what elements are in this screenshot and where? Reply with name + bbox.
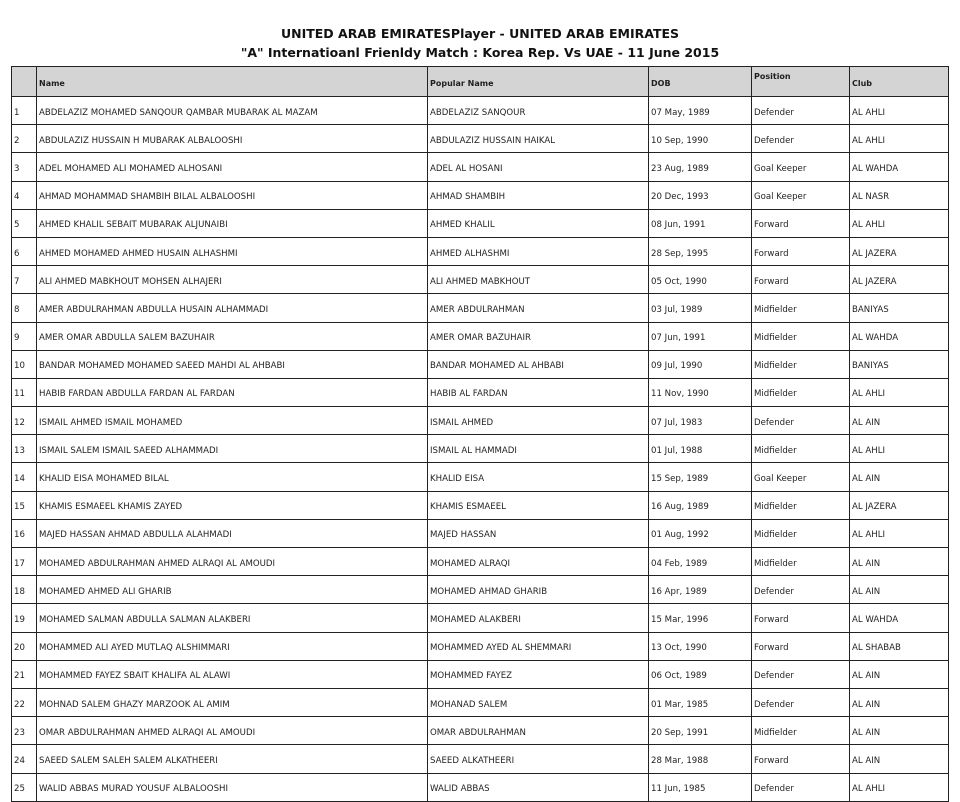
cell-name: MOHAMMED FAYEZ SBAIT KHALIFA AL ALAWI [37,660,428,688]
table-header-row [12,67,949,97]
cell-dob: 13 Oct, 1990 [649,632,752,660]
cell-popular-name: SAEED ALKATHEERI [428,745,649,773]
cell-dob: 06 Oct, 1989 [649,660,752,688]
table-row [12,773,949,801]
cell-popular-name: ALI AHMED MABKHOUT [428,266,649,294]
cell-dob: 07 May, 1989 [649,97,752,125]
header-club: Club [850,67,949,97]
cell-position: Midfielder [752,350,850,378]
cell-club: AL AIN [850,717,949,745]
cell-dob: 07 Jul, 1983 [649,407,752,435]
cell-name: AHMED MOHAMED AHMED HUSAIN ALHASHMI [37,237,428,265]
cell-name: ISMAIL AHMED ISMAIL MOHAMED [37,407,428,435]
cell-dob: 05 Oct, 1990 [649,266,752,294]
cell-position: Midfielder [752,378,850,406]
cell-club: AL AIN [850,463,949,491]
cell-position: Defender [752,773,850,801]
cell-number: 20 [12,632,37,660]
cell-popular-name: ISMAIL AHMED [428,407,649,435]
cell-number: 24 [12,745,37,773]
cell-name: OMAR ABDULRAHMAN AHMED ALRAQI AL AMOUDI [37,717,428,745]
cell-club: AL AHLI [850,97,949,125]
cell-popular-name: MOHAMED AHMAD GHARIB [428,576,649,604]
table-row [12,294,949,322]
cell-number: 3 [12,153,37,181]
cell-name: ISMAIL SALEM ISMAIL SAEED ALHAMMADI [37,435,428,463]
cell-name: AMER ABDULRAHMAN ABDULLA HUSAIN ALHAMMADI [37,294,428,322]
cell-dob: 20 Sep, 1991 [649,717,752,745]
cell-dob: 23 Aug, 1989 [649,153,752,181]
cell-popular-name: ABDULAZIZ HUSSAIN HAIKAL [428,125,649,153]
cell-position: Midfielder [752,294,850,322]
cell-club: AL WAHDA [850,604,949,632]
cell-name: WALID ABBAS MURAD YOUSUF ALBALOOSHI [37,773,428,801]
cell-number: 17 [12,548,37,576]
table-row [12,350,949,378]
cell-popular-name: HABIB AL FARDAN [428,378,649,406]
header-name: Name [37,67,428,97]
cell-dob: 08 Jun, 1991 [649,209,752,237]
cell-dob: 09 Jul, 1990 [649,350,752,378]
cell-name: HABIB FARDAN ABDULLA FARDAN AL FARDAN [37,378,428,406]
table-row [12,125,949,153]
cell-position: Defender [752,97,850,125]
cell-name: AHMED KHALIL SEBAIT MUBARAK ALJUNAIBI [37,209,428,237]
cell-name: MAJED HASSAN AHMAD ABDULLA ALAHMADI [37,519,428,547]
cell-position: Midfielder [752,519,850,547]
cell-club: AL AHLI [850,378,949,406]
cell-number: 11 [12,378,37,406]
cell-club: BANIYAS [850,294,949,322]
table-row [12,745,949,773]
cell-name: ADEL MOHAMED ALI MOHAMED ALHOSANI [37,153,428,181]
table-row [12,688,949,716]
cell-dob: 15 Sep, 1989 [649,463,752,491]
table-row [12,153,949,181]
table-row [12,548,949,576]
cell-dob: 28 Mar, 1988 [649,745,752,773]
header-dob: DOB [649,67,752,97]
cell-position: Defender [752,407,850,435]
cell-club: AL AHLI [850,519,949,547]
cell-popular-name: AHMAD SHAMBIH [428,181,649,209]
player-roster-table [11,66,949,802]
cell-number: 10 [12,350,37,378]
cell-position: Forward [752,209,850,237]
cell-number: 23 [12,717,37,745]
header-popular-name: Popular Name [428,67,649,97]
cell-name: SAEED SALEM SALEH SALEM ALKATHEERI [37,745,428,773]
title-line-1: UNITED ARAB EMIRATESPlayer - UNITED ARAB EMIRATES [280,26,680,41]
cell-popular-name: AMER OMAR BAZUHAIR [428,322,649,350]
document-title [0,24,960,62]
cell-dob: 07 Jun, 1991 [649,322,752,350]
cell-number: 13 [12,435,37,463]
cell-position: Defender [752,660,850,688]
table-row [12,519,949,547]
cell-dob: 04 Feb, 1989 [649,548,752,576]
cell-position: Goal Keeper [752,153,850,181]
cell-dob: 28 Sep, 1995 [649,237,752,265]
cell-position: Goal Keeper [752,463,850,491]
cell-popular-name: AHMED KHALIL [428,209,649,237]
table-row [12,717,949,745]
cell-club: AL JAZERA [850,266,949,294]
cell-number: 22 [12,688,37,716]
cell-name: BANDAR MOHAMED MOHAMED SAEED MAHDI AL AHBABI [37,350,428,378]
cell-dob: 03 Jul, 1989 [649,294,752,322]
cell-name: MOHAMED ABDULRAHMAN AHMED ALRAQI AL AMOUDI [37,548,428,576]
cell-club: AL AIN [850,660,949,688]
table-row [12,237,949,265]
cell-number: 6 [12,237,37,265]
cell-popular-name: AHMED ALHASHMI [428,237,649,265]
cell-club: AL AIN [850,576,949,604]
cell-popular-name: ABDELAZIZ SANQOUR [428,97,649,125]
table-row [12,660,949,688]
cell-dob: 20 Dec, 1993 [649,181,752,209]
cell-name: KHALID EISA MOHAMED BILAL [37,463,428,491]
cell-number: 8 [12,294,37,322]
cell-number: 5 [12,209,37,237]
cell-position: Goal Keeper [752,181,850,209]
cell-club: AL AHLI [850,125,949,153]
cell-club: AL WAHDA [850,322,949,350]
header-position: Position [752,67,850,97]
cell-club: AL SHABAB [850,632,949,660]
cell-club: AL JAZERA [850,237,949,265]
cell-dob: 15 Mar, 1996 [649,604,752,632]
cell-popular-name: MOHANAD SALEM [428,688,649,716]
cell-position: Defender [752,125,850,153]
cell-club: AL NASR [850,181,949,209]
cell-name: AHMAD MOHAMMAD SHAMBIH BILAL ALBALOOSHI [37,181,428,209]
cell-position: Forward [752,237,850,265]
cell-popular-name: BANDAR MOHAMED AL AHBABI [428,350,649,378]
cell-position: Forward [752,632,850,660]
cell-number: 15 [12,491,37,519]
cell-position: Midfielder [752,322,850,350]
cell-number: 21 [12,660,37,688]
cell-club: AL AIN [850,548,949,576]
cell-position: Midfielder [752,435,850,463]
cell-number: 4 [12,181,37,209]
cell-number: 19 [12,604,37,632]
table-body [12,97,949,802]
cell-dob: 10 Sep, 1990 [649,125,752,153]
cell-popular-name: MOHAMMED FAYEZ [428,660,649,688]
cell-popular-name: MOHAMED ALRAQI [428,548,649,576]
cell-popular-name: ADEL AL HOSANI [428,153,649,181]
cell-popular-name: KHAMIS ESMAEEL [428,491,649,519]
cell-number: 7 [12,266,37,294]
cell-name: AMER OMAR ABDULLA SALEM BAZUHAIR [37,322,428,350]
table-row [12,209,949,237]
cell-dob: 01 Mar, 1985 [649,688,752,716]
cell-number: 1 [12,97,37,125]
cell-popular-name: KHALID EISA [428,463,649,491]
cell-position: Forward [752,266,850,294]
cell-number: 14 [12,463,37,491]
cell-club: AL AHLI [850,209,949,237]
cell-number: 2 [12,125,37,153]
cell-club: AL AIN [850,688,949,716]
cell-name: KHAMIS ESMAEEL KHAMIS ZAYED [37,491,428,519]
cell-name: ABDULAZIZ HUSSAIN H MUBARAK ALBALOOSHI [37,125,428,153]
cell-number: 25 [12,773,37,801]
cell-club: AL WAHDA [850,153,949,181]
cell-position: Midfielder [752,548,850,576]
cell-club: AL AHLI [850,773,949,801]
cell-name: MOHAMED AHMED ALI GHARIB [37,576,428,604]
cell-popular-name: ISMAIL AL HAMMADI [428,435,649,463]
table-row [12,604,949,632]
cell-dob: 11 Nov, 1990 [649,378,752,406]
table-row [12,378,949,406]
cell-name: ALI AHMED MABKHOUT MOHSEN ALHAJERI [37,266,428,294]
cell-number: 16 [12,519,37,547]
cell-number: 9 [12,322,37,350]
table-row [12,181,949,209]
cell-popular-name: MOHAMED ALAKBERI [428,604,649,632]
cell-popular-name: MAJED HASSAN [428,519,649,547]
cell-dob: 11 Jun, 1985 [649,773,752,801]
cell-name: ABDELAZIZ MOHAMED SANQOUR QAMBAR MUBARAK AL MAZAM [37,97,428,125]
cell-name: MOHAMED SALMAN ABDULLA SALMAN ALAKBERI [37,604,428,632]
table-row [12,322,949,350]
cell-dob: 01 Aug, 1992 [649,519,752,547]
table-row [12,576,949,604]
table-row [12,435,949,463]
cell-popular-name: WALID ABBAS [428,773,649,801]
cell-club: AL AHLI [850,435,949,463]
cell-name: MOHNAD SALEM GHAZY MARZOOK AL AMIM [37,688,428,716]
cell-dob: 16 Aug, 1989 [649,491,752,519]
cell-popular-name: MOHAMMED AYED AL SHEMMARI [428,632,649,660]
cell-dob: 16 Apr, 1989 [649,576,752,604]
table-row [12,463,949,491]
cell-position: Defender [752,688,850,716]
cell-name: MOHAMMED ALI AYED MUTLAQ ALSHIMMARI [37,632,428,660]
title-line-2: "A" Internatioanl Frienldy Match : Korea Rep. Vs UAE - 11 June 2015 [240,45,720,60]
cell-position: Forward [752,745,850,773]
cell-position: Defender [752,576,850,604]
table-row [12,407,949,435]
cell-club: AL AIN [850,745,949,773]
cell-club: BANIYAS [850,350,949,378]
cell-club: AL JAZERA [850,491,949,519]
cell-number: 18 [12,576,37,604]
cell-position: Forward [752,604,850,632]
cell-position: Midfielder [752,717,850,745]
cell-number: 12 [12,407,37,435]
cell-dob: 01 Jul, 1988 [649,435,752,463]
cell-popular-name: OMAR ABDULRAHMAN [428,717,649,745]
table-row [12,491,949,519]
cell-position: Midfielder [752,491,850,519]
header-number [12,67,37,97]
table-row [12,97,949,125]
cell-club: AL AIN [850,407,949,435]
cell-popular-name: AMER ABDULRAHMAN [428,294,649,322]
table-row [12,632,949,660]
table-row [12,266,949,294]
